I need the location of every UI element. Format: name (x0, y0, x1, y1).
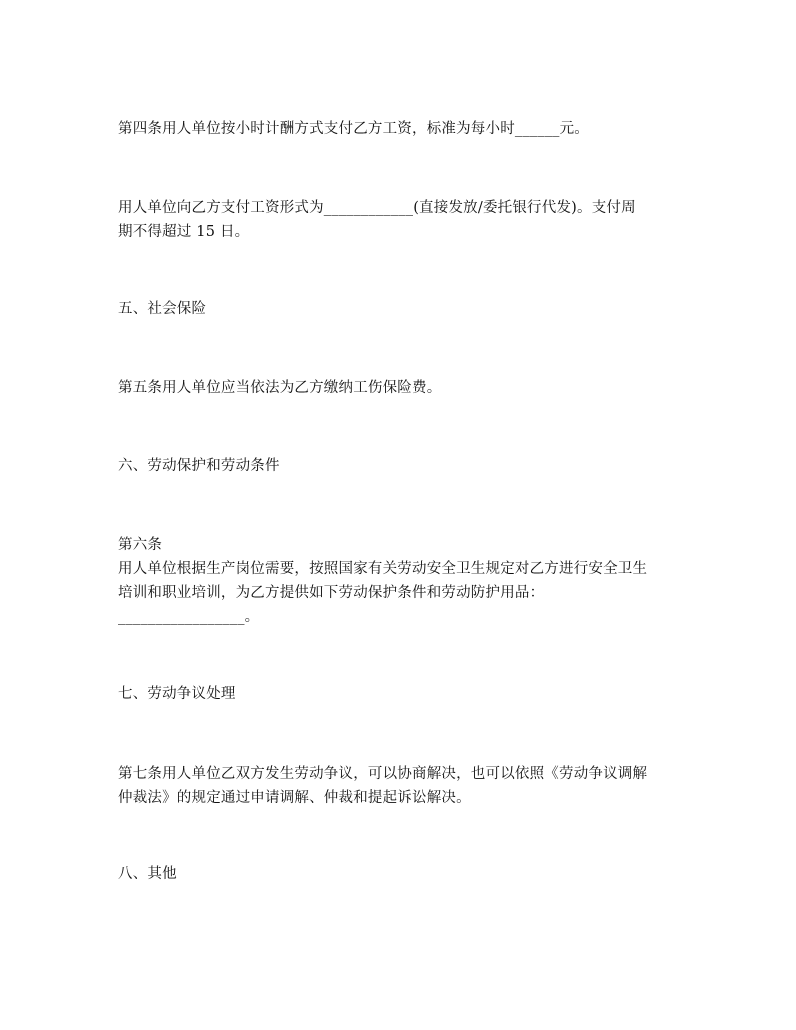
article-7-line-2: 仲裁法》的规定通过申请调解、仲裁和提起诉讼解决。 (118, 790, 471, 806)
article-6-label: 第六条 (118, 537, 163, 553)
section-8-heading: 八、其他 (118, 866, 177, 882)
article-7-line-1: 第七条用人单位乙双方发生劳动争议，可以协商解决，也可以依照《劳动争议调解 (118, 766, 648, 782)
payment-form-paragraph-line-2: 期不得超过 15 日。 (118, 224, 250, 240)
article-6-line-1: 用人单位根据生产岗位需要，按照国家有关劳动安全卫生规定对乙方进行安全卫生 (118, 561, 648, 577)
section-7-heading: 七、劳动争议处理 (118, 686, 236, 702)
article-6-line-3: _________________。 (118, 609, 260, 625)
section-5-heading: 五、社会保险 (118, 301, 207, 317)
section-6-heading: 六、劳动保护和劳动条件 (118, 458, 280, 474)
article-5-paragraph: 第五条用人单位应当依法为乙方缴纳工伤保险费。 (118, 380, 442, 396)
article-4-paragraph: 第四条用人单位按小时计酬方式支付乙方工资，标准为每小时______元。 (118, 121, 589, 137)
article-6-line-2: 培训和职业培训，为乙方提供如下劳动保护条件和劳动防护用品： (118, 585, 545, 601)
payment-form-paragraph-line-1: 用人单位向乙方支付工资形式为____________(直接发放/委托银行代发)。支付周 (118, 200, 636, 216)
